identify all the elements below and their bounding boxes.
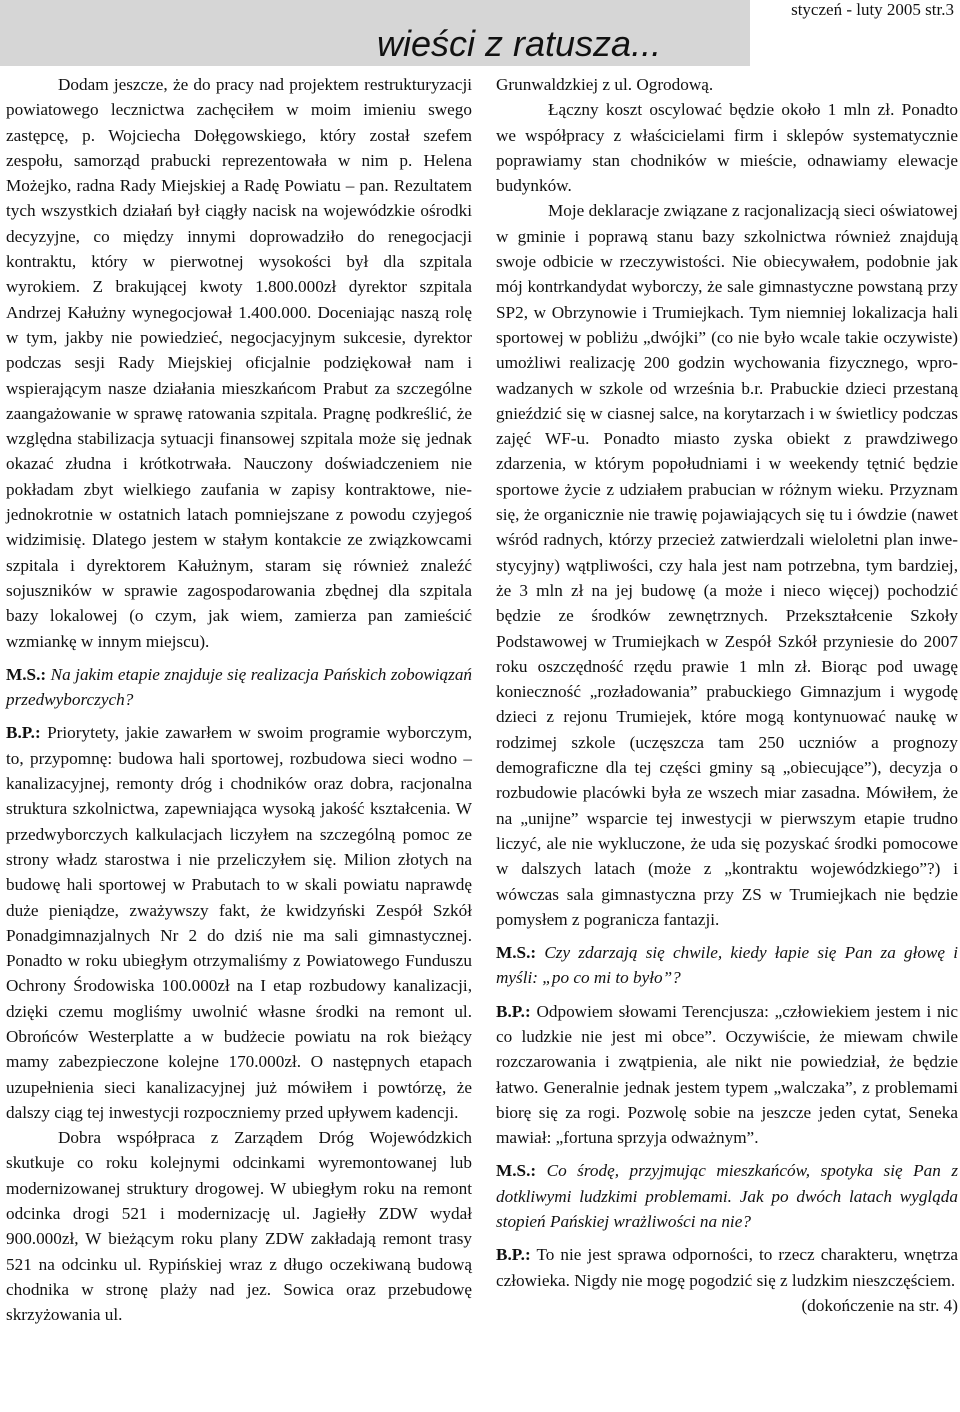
question-1 (6, 662, 472, 713)
question-text: Na jakim etapie znajduje się realizacja Pańskich zobowiązań przedwyborczych? (6, 664, 473, 710)
paragraph-education: Moje deklaracje związane z racjonalizacją sieci oświatowej w gminie i poprawą stanu bazy szkolnictwa również znajdują swoje odbicie w rzeczywistości. Nie obiecywałem, podobnie jak mój kontrkandydat wyborczy, że sale gimnastyczne powstaną przy SP2, w Obrzynowie i Trumiejkach. Tym niemniej lokalizacja hali sportowej w pobliżu „dwójki” (co nie było wcale takie oczywiste) umożliwi realizację 200 godzin wychowania fizycznego, wprowadzanych w szkole od września b.r. Prabuckie dzieci przestaną gnieździć się w ciasnej salce, na korytarzach i w świetlicy podczas zajęć WF-u. Ponadto miasto zyska obiekt z prawdziwego zdarzenia, w którym popołudniami i w weekendy tętnić będzie sportowe życie z udziałem prabucian w różnym wieku. Przyznam się, że organicznie nie trawię pojawiających się tu i ówdzie (nawet wśród radnych, którzy przecież zatwierdzali wieloletni plan inwestycyjny) wątpliwości, czy hala jest nam potrzebna, tym bardziej, że 3 mln zł na jej budowę (a może i nieco więcej) pochodzić będzie ze środków zewnętrznych. Przekształcenie Szkoły Podstawowej w Trumiejkach w Zespół Szkół przyniesie do 2007 roku oszczędność rzędu prawie 1 mln zł. Biorąc pod uwagę konieczność „rozładowania” prabuckiego Gimnazjum i wygodę dzieci z rejonu Trumiejek, które mogą kontynuować naukę w rodzimej szkole (uczęszcza tam 250 uczniów a prognozy demograficzne dla tej części gminy są „obiecujące”), decyzja o rozbudowie placówki była ze wszech miar zasadna. Mówiłem, że na „unijne” wsparcie tej inwestycji w pierwszym etapie trudno liczyć, ale nie wykluczone, że uda się pozyskać środki pomocowe w dalszych latach (może z „kontraktu wojewódzkiego”?) i wówczas sala gimnastyczna przy ZS w Trumiejkach nie będzie pomysłem z pogranicza fantazji. (496, 201, 958, 929)
page-meta: styczeń - luty 2005 str.3 (791, 0, 954, 19)
question-text: Czy zdarzają się chwile, kiedy łapie się Pan za głowę i myśli: „po co mi to było”? (496, 943, 958, 988)
left-column (6, 72, 472, 1328)
answer-text: To nie jest sprawa odporności, to rzecz charakteru, wnętrza człowieka. Nigdy nie mogę pogodzić się z ludzkim nieszczęściem. (496, 1245, 958, 1290)
question-text: Co środę, przyjmując mieszkańców, spotyka się Pan z dotkliwymi ludzkimi problemami. Jak po dwóch latach wygląda stopień Pańskiej wrażliwości na nie? (496, 1161, 959, 1232)
question-speaker: M.S.: (496, 943, 537, 963)
answer-2 (496, 999, 958, 1151)
question-3 (496, 1158, 958, 1234)
paragraph-hospital: Dodam jeszcze, że do pracy nad projektem restrukturyzacji powiatowego lecznictwa zachęciłem w moim imieniu swego zastępcę, p. Wojciecha Dołęgowskiego, który został szefem zespołu, samorząd prabucki reprezentowała w nim p. Helena Możejko, radna Rady Miejskiej a Radę Powiatu – pan. Rezultatem tych wszystkich działań był ciągły nacisk na wojewódzkie ośrodki decyzyjne, co między innymi doprowadziło do renegocjacji kontraktu, który w pierwotnej wysokości był dla szpitala wyrokiem. Z brakującej kwoty 1.800.000zł dyrektor szpitala Andrzej Kałużny wynegocjował 1.400.000. Doceniając naszą rolę w tym, jakby nie powiedzieć, negocjacyjnym sukcesie, dyrektor podczas sesji Rady Miejskiej oficjalnie podziękował nam i wspierającym nasze działania mieszkańcom Prabut za szczególne zaangażowanie w sprawę ratowania szpitala. Pragnę podkreślić, że względna stabilizacja sytuacji finansowej szpitala może się jednak okazać złudna i krótkotrwała. Nauczony doświadczeniem nie pokładam zbyt wielkiego zaufania w zapisy kontraktowe, niejednokrotnie w ostatnich latach pomniejszane z powodu czyjegoś widzimisię. Dlatego jestem w stałym kontakcie ze związkowcami szpitala i dyrektorem Kałużnym, staram się również znaleźć sojuszników w sprawie zagospodarowania zbędnej dla szpitala bazy lokalowej (o czym, jak wiem, zamierza pan zamieścić wzmiankę w innym miejscu). (6, 75, 472, 651)
continued-note: (dokończenie na str. 4) (801, 1295, 958, 1315)
answer-speaker: B.P.: (6, 723, 41, 743)
paragraph-roads: Dobra współpraca z Zarządem Dróg Wojewódzkich skutkuje co roku kolejnymi odcinkami wyremontowanej lub modernizowanej struktury drogowej. W ubiegłym roku na remont odcinka drogi 521 i modernizację ul. Jagiełły ZDW wydał 900.000zł, W bieżącym roku plany ZDW zakładają remont trasy 521 na odcinku ul. Rypińskiej wraz z długo oczekiwaną budową chodnika w stronę plaży nad jez. Sowica oraz przebudowę skrzyżowania ul. (6, 1128, 472, 1325)
answer-speaker: B.P.: (496, 1245, 531, 1265)
paragraph-cost: Łączny koszt oscylować będzie około 1 mln zł. Ponadto we współpracy z właścicielami firm i sklepów systematycznie poprawiamy stan chodników w mieście, odnawiamy elewacje budynków. (496, 100, 958, 196)
answer-speaker: B.P.: (496, 1001, 531, 1021)
paragraph-continuation: Grunwaldzkiej z ul. Ogrodową. (496, 75, 714, 94)
answer-3 (496, 1242, 958, 1293)
section-title: wieści z ratusza... (377, 23, 662, 64)
question-speaker: M.S.: (6, 664, 47, 684)
answer-text: Priorytety, jakie zawarłem w swoim programie wyborczym, to, przypomnę: budowa hali sportowej, rozbudowa sieci wodno – kanalizacyjnej, remonty dróg i chodników oraz dobra, racjonalna struktura szkolnictwa, zapewniająca wysoką jakość kształcenia. W przedwyborczych kalkulacjach liczyłem na szczególną pomoc ze strony władz starostwa i nie przeliczyłem się. Milion złotych na budowę hali sportowej w Prabutach to w skali powiatu naprawdę duże pieniądze, zważywszy fakt, że kwidzyński Zespół Szkół Ponadgimnazjalnych Nr 2 do dziś nie ma sali gimnastycznej. Ponadto w roku ubiegłym otrzymaliśmy z Powiatowego Funduszu Ochrony Środowiska 100.000zł na I etap rozbudowy kanalizacji, dzięki czemu mogliśmy uwolnić własne środki na remont ul. Obrońców Westerplatte a w budżecie powiatu na rok bieżący mamy zabezpieczone kolejne 170.000zł. O następnych etapach uzupełnienia sieci kanalizacyjnej już mówiłem i powtórzę, że dalszy ciąg tej inwestycji rozpoczniemy przed upływem kadencji. (6, 723, 473, 1122)
right-column (496, 72, 958, 1318)
question-speaker: M.S.: (496, 1161, 537, 1181)
answer-text: Odpowiem słowami Terencjusza: „człowiekiem jestem i nic co ludzkie nie jest mi obce”. Oczywiście, że miewam chwile rozczarowania i zwątpienia, ale nikt nie powiedział, że będzie łatwo. Generalnie jednak jestem typem „walczaka”, z problemami biorę się za rogi. Pozwolę sobie na jeszcze jeden cytat, Seneka mawiał: „fortuna sprzyja odważnym”. (496, 1001, 959, 1148)
answer-1 (6, 720, 472, 1125)
continued-note-line (496, 1293, 958, 1318)
question-2 (496, 940, 958, 991)
